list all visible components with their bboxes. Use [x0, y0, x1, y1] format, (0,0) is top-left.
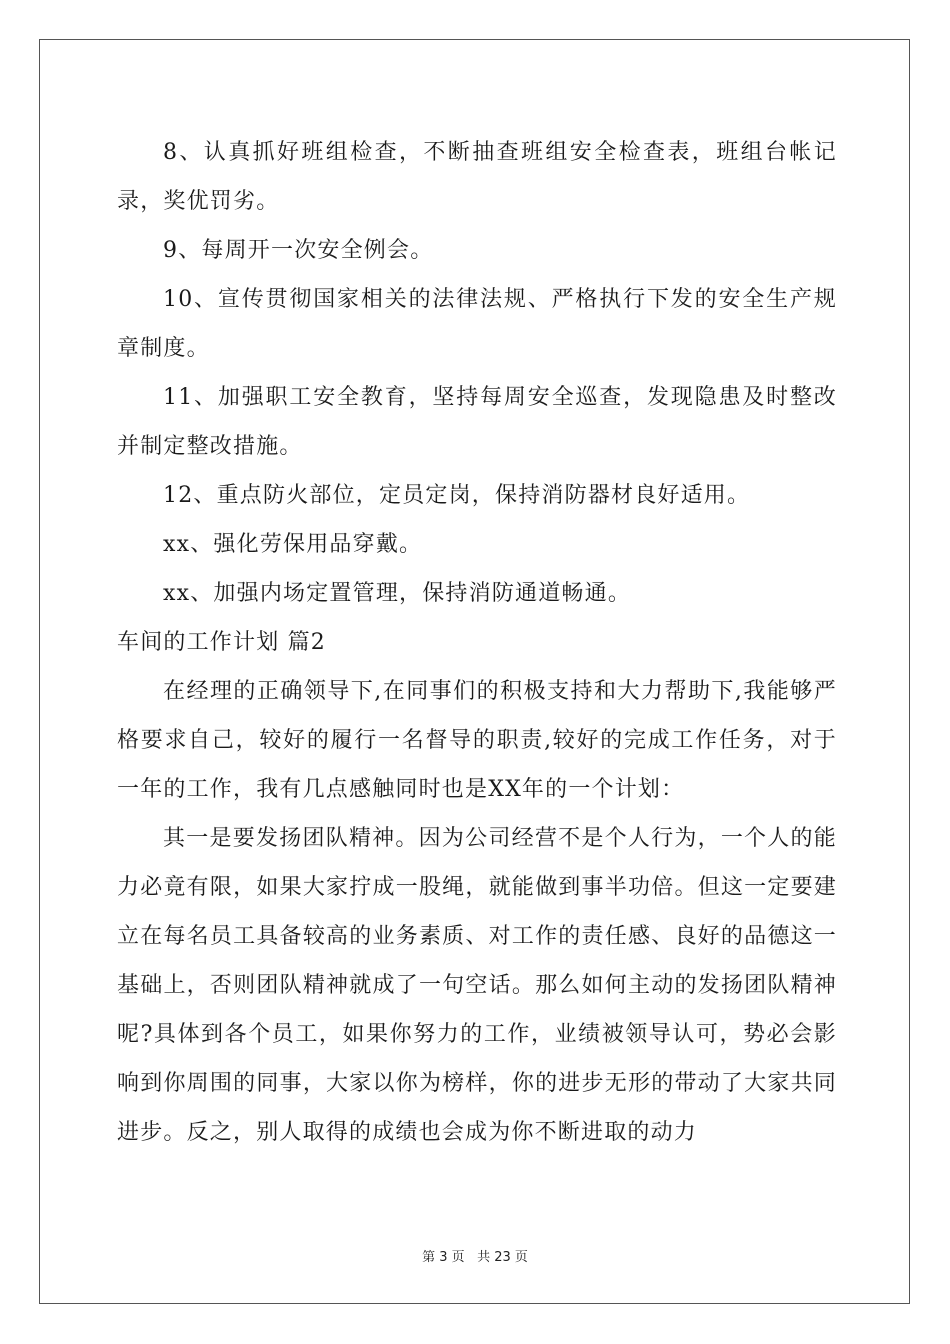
paragraph-item-xx-2: xx、加强内场定置管理，保持消防通道畅通。: [163, 581, 632, 606]
section-heading: 车间的工作计划 篇2: [117, 630, 326, 655]
document-body: [117, 128, 837, 1157]
paragraph-intro: 在经理的正确领导下,在同事们的积极支持和大力帮助下,我能够严格要求自己，较好的履行一名督导的职责,较好的完成工作任务，对于一年的工作，我有几点感触同时也是XX年的一个计划：: [117, 679, 837, 802]
paragraph-item-12: 12、重点防火部位，定员定岗，保持消防器材良好适用。: [163, 483, 751, 508]
paragraph-team-spirit: 其一是要发扬团队精神。因为公司经营不是个人行为，一个人的能力必竟有限，如果大家拧成一股绳，就能做到事半功倍。但这一定要建立在每名员工具备较高的业务素质、对工作的责任感、良好的品德这一基础上，否则团队精神就成了一句空话。那么如何主动的发扬团队精神呢?具体到各个员工，如果你努力的工作，业绩被领导认可，势必会影响到你周围的同事，大家以你为榜样，你的进步无形的带动了大家共同进步。反之，别人取得的成绩也会成为你不断进取的动力: [117, 826, 837, 1145]
page-total: 共 23 页: [477, 1250, 528, 1265]
paragraph-item-9: 9、每周开一次安全例会。: [163, 238, 434, 263]
paragraph-item-xx-1: xx、强化劳保用品穿戴。: [163, 532, 423, 557]
page-footer: [0, 1246, 950, 1265]
paragraph-item-8: 8、认真抓好班组检查，不断抽查班组安全检查表，班组台帐记录，奖优罚劣。: [117, 140, 837, 214]
paragraph-item-10: 10、宣传贯彻国家相关的法律法规、严格执行下发的安全生产规章制度。: [117, 287, 837, 361]
paragraph-item-11: 11、加强职工安全教育，坚持每周安全巡查，发现隐患及时整改并制定整改措施。: [117, 385, 837, 459]
page-number: 第 3 页: [422, 1250, 465, 1265]
